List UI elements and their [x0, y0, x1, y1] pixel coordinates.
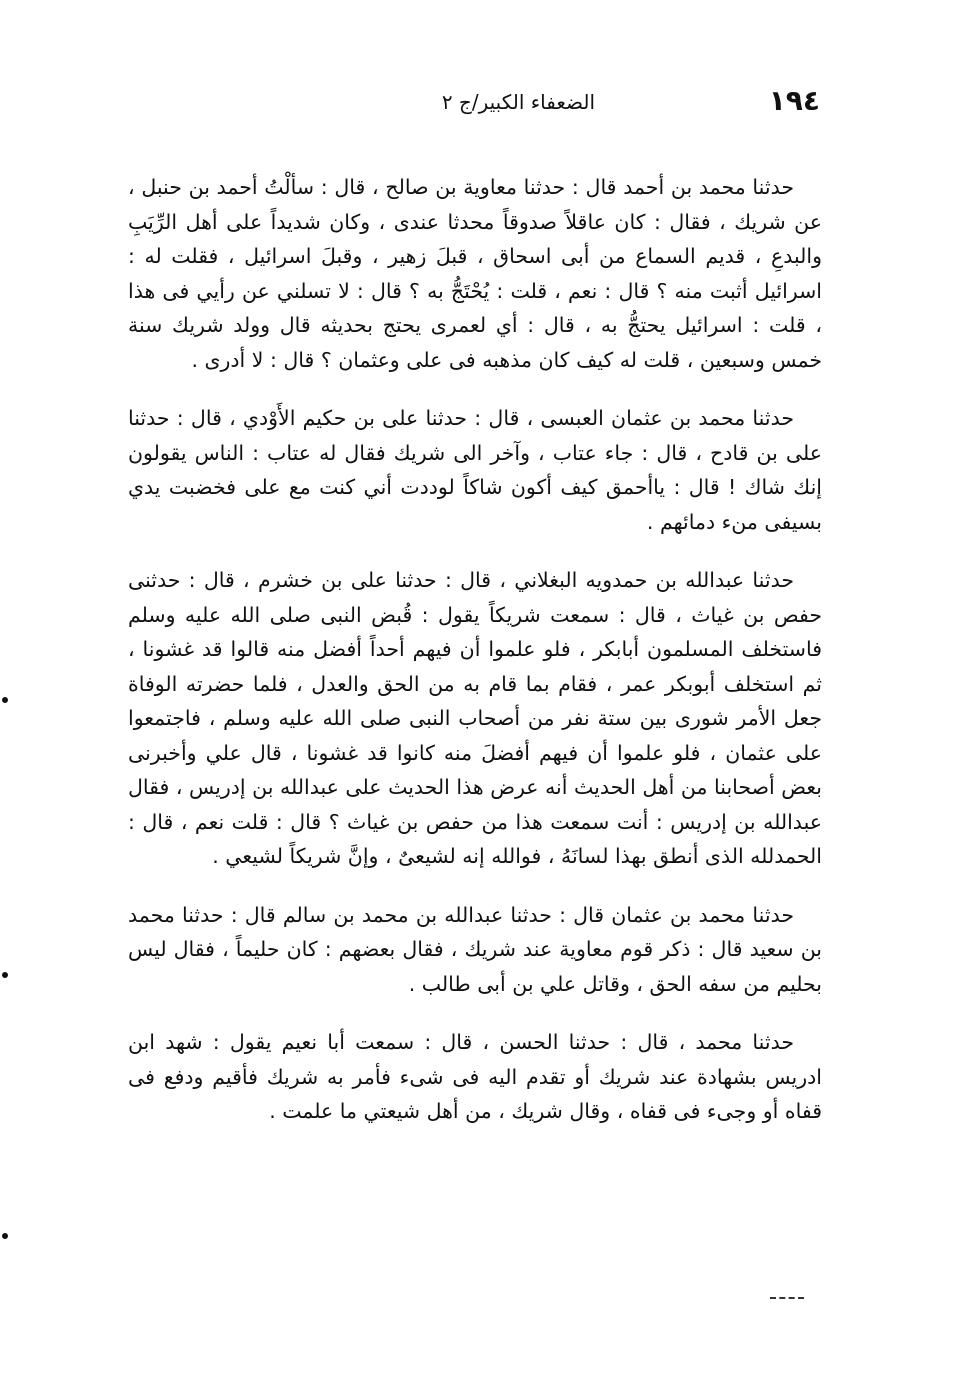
running-title: الضعفاء الكبير/ج ٢	[441, 90, 595, 114]
scan-margin-mark	[2, 697, 8, 703]
paragraph: حدثنا محمد ، قال : حدثنا الحسن ، قال : سمعت أبا نعيم يقول : شهد ابن ادريس بشهادة عند شريك أو تقدم اليه فى شىء فأمر به شريك فأقيم ودفع فى قفاه أو وجىء فى قفاه ، وقال شريك ، من أهل شيعتي ما علمت .	[128, 1030, 822, 1123]
page-number: ١٩٤	[768, 84, 820, 117]
paragraph: حدثنا محمد بن أحمد قال : حدثنا معاوية بن صالح ، قال : سألْتُ أحمد بن حنبل ، عن شريك ، فقال : كان عاقلاً صدوقاً محدثا عندى ، وكان شديداً على أهل الرِّيَبِ والبدعِ ، قديم السماع من أبى اسحاق ، قبلَ زهير ، وقبلَ اسرائيل ، فقلت له : اسرائيل أثبت منه ؟ قال : نعم ، قلت : يُحْتَجُّ به ؟ قال : لا تسلني عن رأيي فى هذا ، قلت : اسرائيل يحتجُّ به ، قال : أي لعمرى يحتج بحديثه قال وولد شريك سنة خمس وسبعين ، قلت له كيف كان مذهبه فى على وعثمان ؟ قال : لا أدرى .	[128, 175, 822, 372]
paragraph: حدثنا عبدالله بن حمدويه البغلاني ، قال : حدثنا على بن خشرم ، قال : حدثنى حفص بن غياث ، قال : سمعت شريكاً يقول : قُبض النبى صلى الله عليه وسلم فاستخلف المسلمون أبابكر ، فلو علموا أن فيهم أحداً أفضل منه قالوا قد غشونا ، ثم استخلف أبوبكر عمر ، فقام بما قام به من الحق والعدل ، فلما حضرته الوفاة جعل الأمر شورى بين ستة نفر من أصحاب النبى صلى الله عليه وسلم ، فاجتمعوا على عثمان ، فلو علموا أن فيهم أفضلَ منه كانوا قد غشونا ، قال علي وأخبرنى بعض أصحابنا من أهل الحديث أنه عرض هذا الحديث على عبدالله بن إدريس ، فقال عبدالله بن إدريس : أنت سمعت هذا من حفص بن غياث ؟ قال : قلت نعم ، قال : الحمدلله الذى أنطق بهذا لسانَهُ ، فوالله إنه لشيعىٌ ، وإنَّ شريكاً لشيعي .	[128, 568, 822, 868]
paragraph: حدثنا محمد بن عثمان العبسى ، قال : حدثنا على بن حكيم الأَوْدي ، قال : حدثنا على بن قادح ، قال : جاء عتاب ، وآخر الى شريك فقال له عتاب : الناس يقولون إنك شاك ! قال : ياأحمق كيف أكون شاكاً لوددت أني كنت مع على فخضبت يدي بسيفى منء دمائهم .	[128, 406, 822, 534]
scan-margin-mark	[2, 1233, 8, 1239]
footer-rule	[770, 1297, 804, 1299]
paragraph: حدثنا محمد بن عثمان قال : حدثنا عبدالله بن محمد بن سالم قال : حدثنا محمد بن سعيد قال : ذكر قوم معاوية عند شريك ، فقال بعضهم : كان حليماً ، فقال ليس بحليم من سفه الحق ، وقاتل علي بن أبى طالب .	[128, 902, 822, 996]
page-header	[130, 84, 820, 124]
body-text	[128, 170, 822, 1153]
scan-margin-mark	[2, 972, 8, 978]
